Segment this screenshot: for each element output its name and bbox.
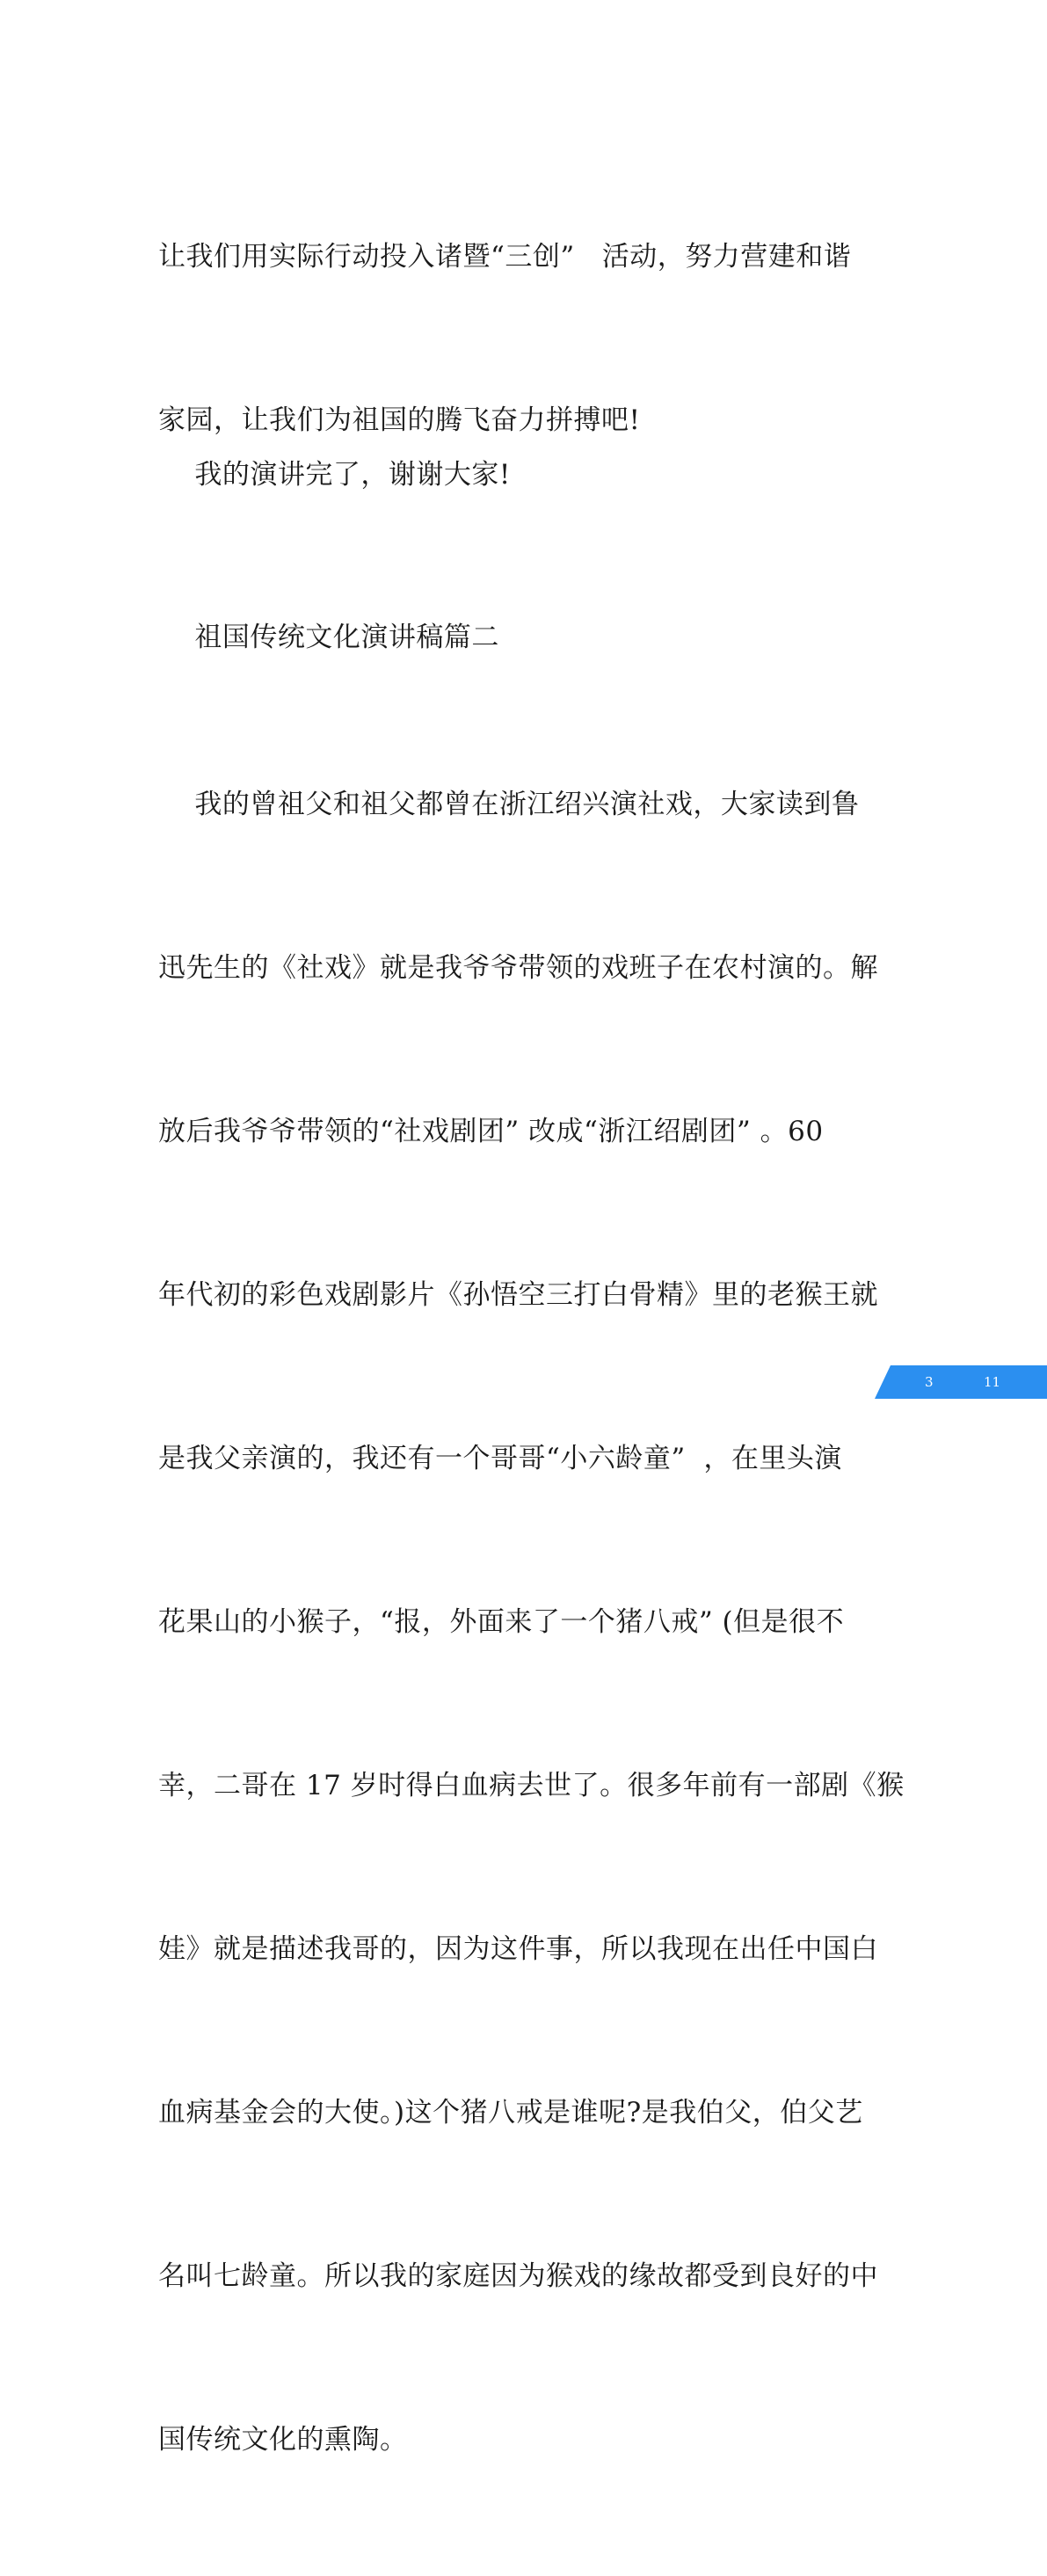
text-line: 花果山的小猴子，“报，外面来了一个猪八戒” (但是很不 [158, 1606, 845, 1638]
page-total: 11 [984, 1374, 1001, 1390]
text-line: 放后我爷爷带领的“社戏剧团” 改成“浙江绍剧团” 。60 [158, 1116, 824, 1147]
paragraph [158, 668, 905, 2576]
text-line: 迅先生的《社戏》就是我爷爷带领的戏班子在农村演的。解 [158, 952, 878, 984]
text-line: 名叫七龄童。所以我的家庭因为猴戏的缘故都受到良好的中 [158, 2260, 878, 2292]
text-line: 家园，让我们为祖国的腾飞奋力拼搏吧! [158, 404, 641, 436]
text-line: 让我们用实际行动投入诸暨“三创” 活动，努力营建和谐 [158, 241, 852, 273]
text-line: 年代初的彩色戏剧影片《孙悟空三打白骨精》里的老猴王就 [158, 1279, 878, 1311]
text-line: 祖国传统文化演讲稿篇二 [158, 622, 499, 653]
text-line: 我的演讲完了，谢谢大家! [158, 459, 511, 491]
page-number-badge [875, 1365, 1047, 1399]
text-line: 我的曾祖父和祖父都曾在浙江绍兴演社戏，大家读到鲁 [158, 789, 860, 820]
text-line: 血病基金会的大使。)这个猪八戒是谁呢?是我伯父，伯父艺 [158, 2097, 863, 2128]
text-line: 是我父亲演的，我还有一个哥哥“小六龄童” ，在里头演 [158, 1443, 842, 1474]
page-current: 3 [925, 1374, 934, 1390]
text-line: 国传统文化的熏陶。 [158, 2424, 408, 2456]
page-badge-shape [875, 1365, 1047, 1399]
text-line: 幸，二哥在 17 岁时得白血病去世了。很多年前有一部剧《猴 [158, 1770, 905, 1801]
text-line: 娃》就是描述我哥的，因为这件事，所以我现在出任中国白 [158, 1933, 878, 1965]
